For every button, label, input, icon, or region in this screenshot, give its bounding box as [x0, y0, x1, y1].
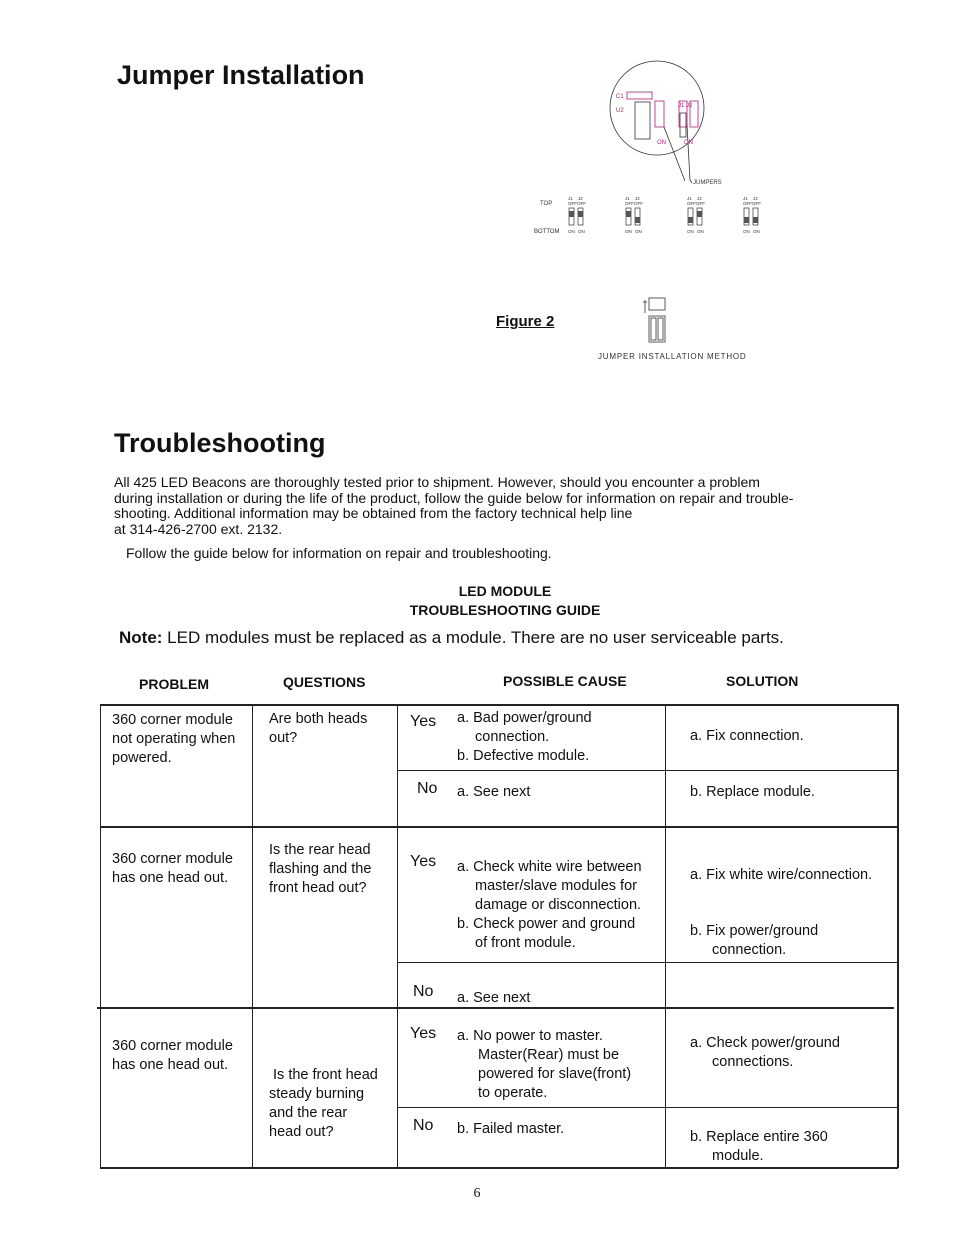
guide-title: LED MODULE TROUBLESHOOTING GUIDE [409, 583, 601, 618]
row1-no-label: No [417, 780, 438, 797]
row2-question: Is the rear head flashing and the front head out? [269, 842, 372, 896]
row3-no-solution: b. Replace entire 360 module. [690, 1129, 828, 1164]
board-label-j1: J1 [678, 103, 685, 109]
follow-text: Follow the guide below for information on repair and troubleshooting. [126, 545, 552, 561]
svg-text:OFF: OFF [743, 201, 752, 206]
note-label: Note: [119, 628, 163, 647]
row1-no-solution: b. Replace module. [690, 784, 815, 800]
svg-text:ON: ON [625, 229, 632, 234]
svg-text:J1: J1 [743, 196, 748, 201]
jumper-setting-4 [743, 196, 761, 234]
jumper-method-icon [643, 298, 665, 342]
row3-problem: 360 corner module has one head out. [112, 1038, 233, 1073]
jumper-diagram [530, 55, 770, 370]
svg-text:J2: J2 [697, 196, 702, 201]
svg-text:ON: ON [697, 229, 704, 234]
svg-text:OFF: OFF [568, 201, 577, 206]
col-header-cause: POSSIBLE CAUSE [503, 673, 627, 689]
svg-text:ON: ON [568, 229, 575, 234]
board-label-c1: C1 [616, 94, 624, 100]
board-label-u2: U2 [616, 108, 624, 114]
note [119, 628, 784, 648]
board-label-on-1: ON [657, 140, 666, 146]
col-header-problem: PROBLEM [139, 676, 209, 692]
svg-text:J2: J2 [635, 196, 640, 201]
svg-text:J2: J2 [753, 196, 758, 201]
intro-line: All 425 LED Beacons are thoroughly tested prior to shipment. However, should you encounter a problem [114, 474, 760, 490]
svg-text:OFF: OFF [687, 201, 696, 206]
row1-problem: 360 corner module not operating when powered. [112, 712, 236, 766]
intro-line: at 314-426-2700 ext. 2132. [114, 520, 283, 537]
row1-yes-solution: a. Fix connection. [690, 728, 804, 744]
board-label-on-2: ON [684, 140, 693, 146]
row3-yes-cause: a. No power to master. Master(Rear) must be powered for slave(front) to operate. [457, 1028, 632, 1101]
jumper-setting-3 [687, 196, 705, 234]
note-text: LED modules must be replaced as a module. There are no user serviceable parts. [162, 628, 784, 647]
intro-line: shooting. Additional information may be obtained from the factory technical help line [114, 505, 633, 521]
row3-no-cause: b. Failed master. [457, 1121, 565, 1137]
row1-yes-cause: a. Bad power/ground connection. b. Defective module. [457, 710, 592, 764]
svg-text:J1: J1 [687, 196, 692, 201]
jumpers-label: JUMPERS [693, 180, 722, 186]
bottom-label: BOTTOM [534, 229, 560, 235]
row2-no-label: No [413, 983, 434, 1000]
figure-label: Figure 2 [496, 313, 555, 330]
svg-text:J1: J1 [625, 196, 630, 201]
svg-text:J2: J2 [578, 196, 583, 201]
jumper-method-label: JUMPER INSTALLATION METHOD [598, 352, 747, 361]
board-label-j2: J2 [686, 103, 693, 109]
section-title-troubleshooting: Troubleshooting [114, 428, 326, 458]
intro-paragraph [114, 475, 874, 537]
row2-yes-cause: a. Check white wire between master/slave modules for damage or disconnection. b. Check power and ground of front module. [457, 859, 642, 951]
section-title-jumper-installation: Jumper Installation [117, 60, 365, 90]
page-number: 6 [473, 1186, 481, 1201]
top-label: TOP [540, 201, 553, 207]
svg-text:ON: ON [578, 229, 585, 234]
row2-problem: 360 corner module has one head out. [112, 851, 233, 886]
row2-yes-solution-b: b. Fix power/ground connection. [690, 923, 819, 958]
row3-no-label: No [413, 1117, 434, 1134]
row3-yes-label: Yes [410, 1025, 437, 1042]
col-header-solution: SOLUTION [726, 673, 799, 689]
jumper-setting-1 [568, 196, 586, 234]
row1-question: Are both heads out? [269, 711, 368, 746]
row3-yes-solution: a. Check power/ground connections. [690, 1035, 840, 1070]
svg-text:ON: ON [753, 229, 760, 234]
svg-text:ON: ON [635, 229, 642, 234]
row2-yes-solution-a: a. Fix white wire/connection. [690, 867, 873, 883]
svg-text:OFF: OFF [625, 201, 634, 206]
col-header-questions: QUESTIONS [283, 674, 366, 690]
svg-text:OFF: OFF [696, 201, 705, 206]
svg-text:OFF: OFF [752, 201, 761, 206]
svg-text:OFF: OFF [577, 201, 586, 206]
svg-text:J1: J1 [568, 196, 573, 201]
jumper-setting-2 [625, 196, 643, 234]
svg-text:OFF: OFF [634, 201, 643, 206]
row3-question: Is the front head steady burning and the rear head out? [269, 1067, 378, 1140]
row2-no-cause: a. See next [457, 990, 531, 1006]
svg-text:ON: ON [743, 229, 750, 234]
row2-yes-label: Yes [410, 853, 437, 870]
svg-text:ON: ON [687, 229, 694, 234]
intro-line: during installation or during the life of the product, follow the guide below for information on repair and trouble- [114, 489, 794, 506]
row1-yes-label: Yes [410, 713, 437, 730]
row1-no-cause: a. See next [457, 784, 531, 800]
